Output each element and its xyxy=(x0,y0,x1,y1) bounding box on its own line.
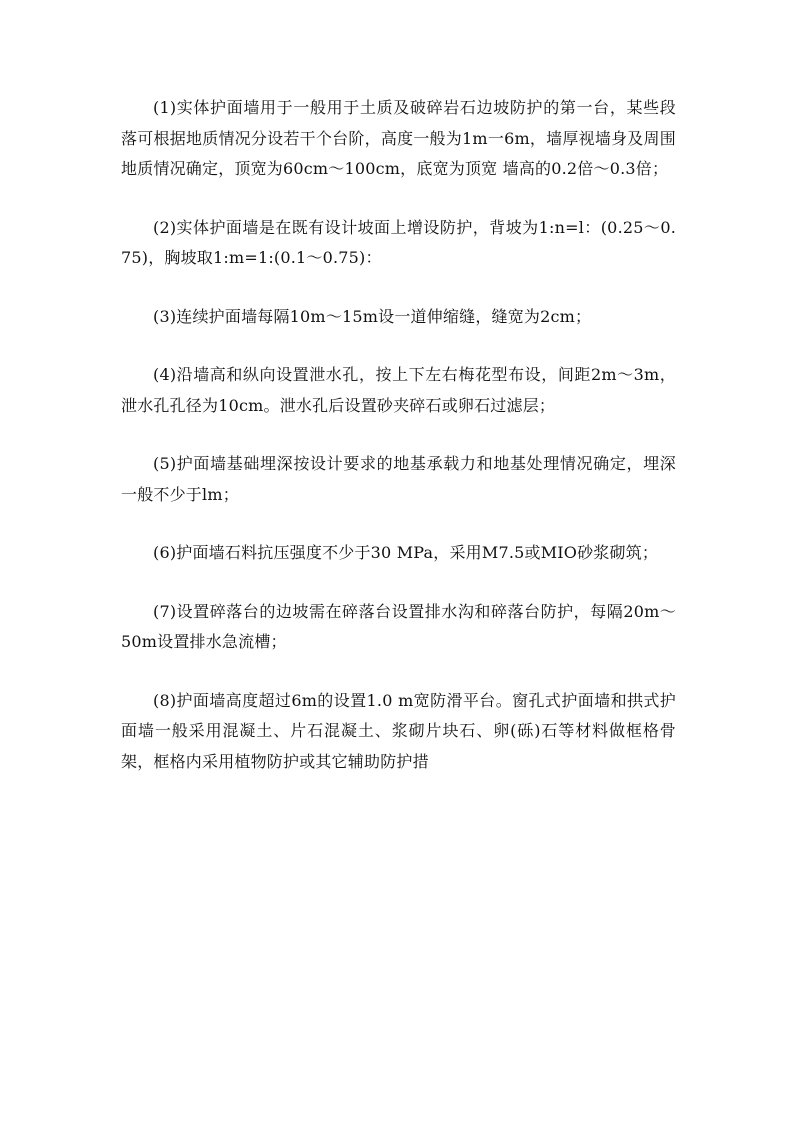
paragraph-1: (1)实体护面墙用于一般用于土质及破碎岩石边坡防护的第一台，某些段落可根据地质情况分设若干个台阶，高度一般为1m一6m，墙厚视墙身及周围地质情况确定，顶宽为60cm～100cm，底宽为顶宽 墙高的0.2倍～0.3倍； xyxy=(121,98,676,178)
paragraph-3: (3)连续护面墙每隔10m～15m设一道伸缩缝，缝宽为2cm； xyxy=(153,306,592,326)
paragraph-8: (8)护面墙高度超过6m的设置1.0 m宽防滑平台。窗孔式护面墙和拱式护面墙一般采用混凝土、片石混凝土、浆砌片块石、卵(砾)石等材料做框格骨架，框格内采用植物防护或其它辅助防护措 xyxy=(121,690,676,771)
paragraph-4: (4)沿墙高和纵向设置泄水孔，按上下左右梅花型布设，间距2m～3m，泄水孔孔径为10cm。泄水孔后设置砂夹碎石或卵石过滤层； xyxy=(121,365,676,415)
paragraph-7: (7)设置碎落台的边坡需在碎落台设置排水沟和碎落台防护，每隔20m～50m设置排水急流槽； xyxy=(121,601,676,651)
paragraph-5: (5)护面墙基础埋深按设计要求的地基承载力和地基处理情况确定，埋深一般不少于lm； xyxy=(121,454,676,504)
document-body xyxy=(121,93,676,805)
paragraph-2: (2)实体护面墙是在既有设计坡面上增设防护，背坡为1:n=l：(0.25～0.75)，胸坡取1:m=1:(0.1～0.75)： xyxy=(121,217,676,267)
paragraph-6: (6)护面墙石料抗压强度不少于30 MPa，采用M7.5或MIO砂浆砌筑； xyxy=(153,543,659,562)
